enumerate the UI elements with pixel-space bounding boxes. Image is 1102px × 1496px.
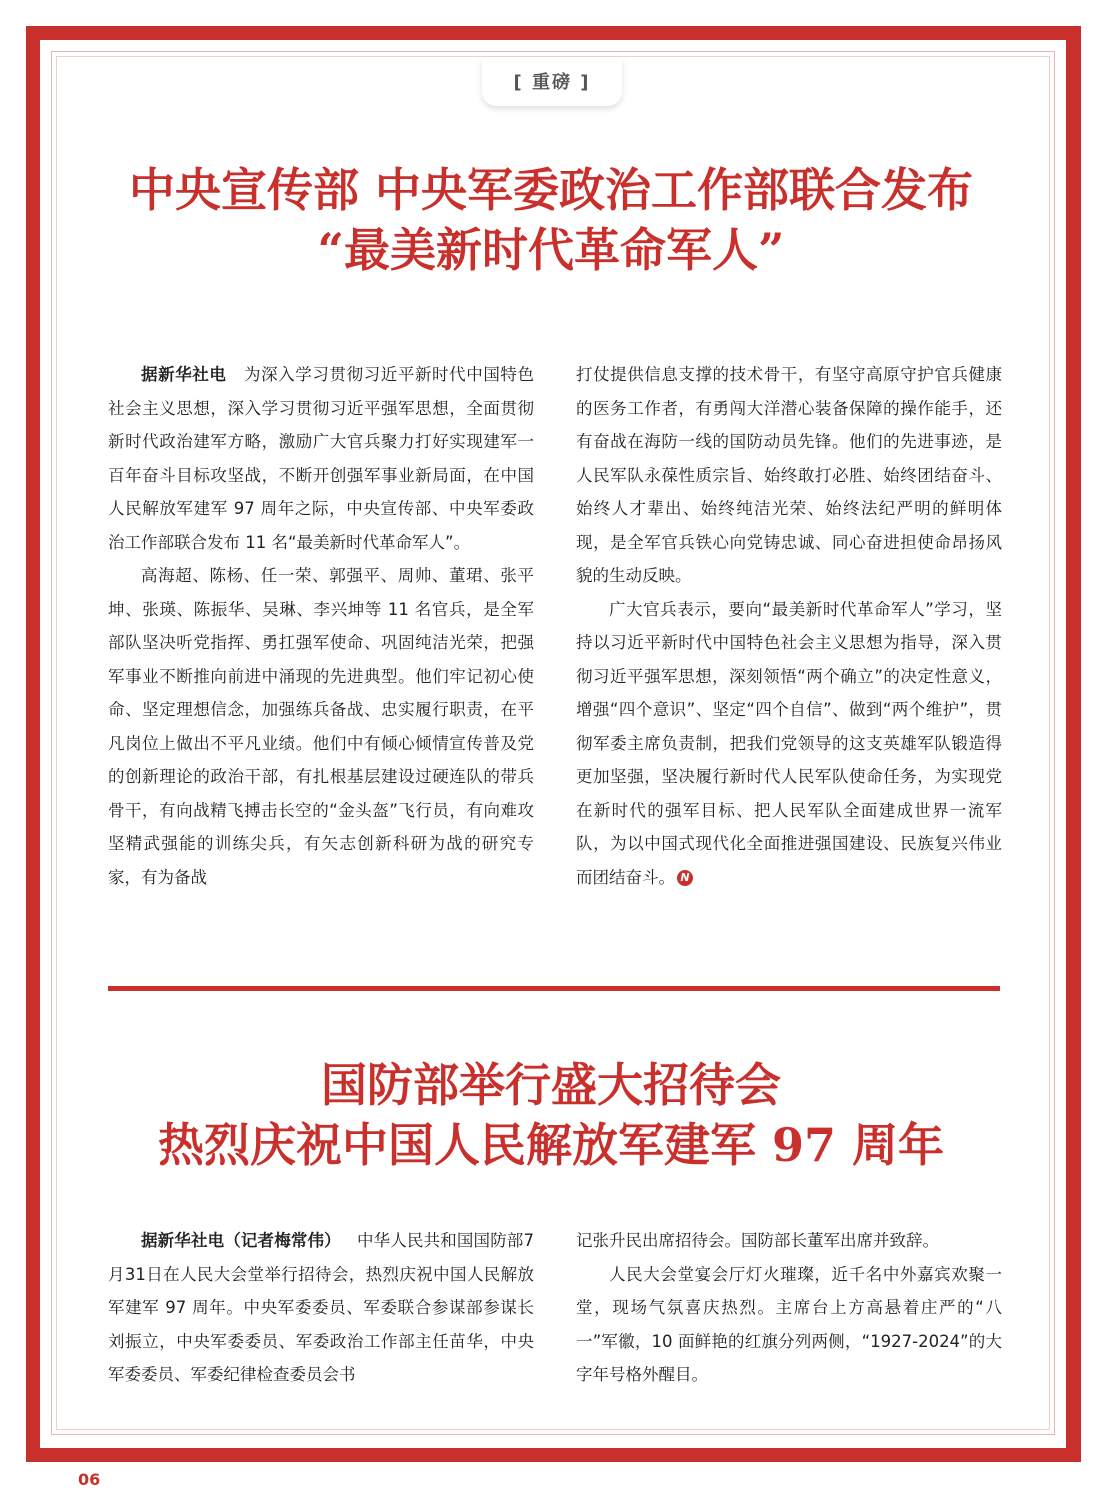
article2-paragraph [108, 1224, 534, 1392]
article1-lead: 据新华社电 [141, 365, 227, 384]
article1-title-line2: “最美新时代革命军人” [317, 223, 785, 277]
article2-title-line2: 热烈庆祝中国人民解放军建军 97 周年 [157, 1118, 945, 1172]
article1-column-right [576, 358, 1002, 894]
article1-column-left [108, 358, 534, 894]
page-number: 06 [78, 1470, 101, 1489]
end-mark-icon: N [677, 870, 693, 886]
article2-lead: 据新华社电（记者梅常伟） [141, 1231, 341, 1250]
article1-paragraph [108, 358, 534, 559]
article2-headline [90, 1055, 1012, 1175]
article1-p3-text: 广大官兵表示，要向“最美新时代革命军人”学习，坚持以习近平新时代中国特色社会主义思想为指导，深入贯彻习近平强军思想，深刻领悟“两个确立”的决定性意义，增强“四个意识”、坚定“四个自信”、做到“两个维护”，贯彻军委主席负责制，把我们党领导的这支英雄军队锻造得更加坚强，坚决履行新时代人民军队使命任务，为实现党在新时代的强军目标、把人民军队全面建成世界一流军队，为以中国式现代化全面推进强国建设、民族复兴伟业而团结奋斗。 [576, 599, 1002, 887]
section-divider [108, 986, 1000, 991]
article2-column-left [108, 1224, 534, 1392]
article1-p1-text: 为深入学习贯彻习近平新时代中国特色社会主义思想，深入学习贯彻习近平强军思想，全面贯彻新时代政治建军方略，激励广大官兵聚力打好实现建军一百年奋斗目标攻坚战，不断开创强军事业新局面，在中国人民解放军建军 97 周年之际，中央宣传部、中央军委政治工作部联合发布 11 名“最美新时代革命军人”。 [108, 365, 534, 552]
article2-paragraph-2: 人民大会堂宴会厅灯火璀璨，近千名中外嘉宾欢聚一堂，现场气氛喜庆热烈。主席台上方高悬着庄严的“八一”军徽，10 面鲜艳的红旗分列两侧，“1927-2024”的大字年号格外醒目。 [576, 1264, 1002, 1384]
article2-title-line1: 国防部举行盛大招待会 [321, 1058, 781, 1112]
article1-paragraph-3 [576, 593, 1002, 895]
article2-paragraph-1-cont: 记张升民出席招待会。国防部长董军出席并致辞。 [576, 1231, 939, 1250]
article1-headline [90, 160, 1012, 280]
article1-paragraph-2-cont: 打仗提供信息支撑的技术骨干，有坚守高原守护官兵健康的医务工作者，有勇闯大洋潜心装备保障的操作能手，还有奋战在海防一线的国防动员先锋。他们的先进事迹，是人民军队永葆性质宗旨、始终敢打必胜、始终团结奋斗、始终人才辈出、始终纯洁光荣、始终法纪严明的鲜明体现，是全军官兵铁心向党铸忠诚、同心奋进担使命昂扬风貌的生动反映。 [576, 365, 1002, 585]
article1-paragraph-2: 高海超、陈杨、任一荣、郭强平、周帅、董珺、张平坤、张瑛、陈振华、吴琳、李兴坤等 11 名官兵，是全军部队坚决听党指挥、勇扛强军使命、巩固纯洁光荣，把强军事业不断推向前进中涌现的先进典型。他们牢记初心使命、坚定理想信念，加强练兵备战、忠实履行职责，在平凡岗位上做出不平凡业绩。他们中有倾心倾情宣传普及党的创新理论的政治干部，有扎根基层建设过硬连队的带兵骨干，有向战精飞搏击长空的“金头盔”飞行员，有向难攻坚精武强能的训练尖兵，有矢志创新科研为战的研究专家，有为备战 [108, 566, 534, 887]
article2-column-right [576, 1224, 1002, 1392]
section-tag: [ 重磅 ] [482, 58, 622, 106]
article2-p1-text: 中华人民共和国国防部7月31日在人民大会堂举行招待会，热烈庆祝中国人民解放军建军 97 周年。中央军委委员、军委联合参谋部参谋长刘振立，中央军委委员、军委政治工作部主任苗华，中央军委委员、军委纪律检查委员会书 [108, 1231, 534, 1384]
article1-title-line1: 中央宣传部 中央军委政治工作部联合发布 [128, 163, 973, 217]
